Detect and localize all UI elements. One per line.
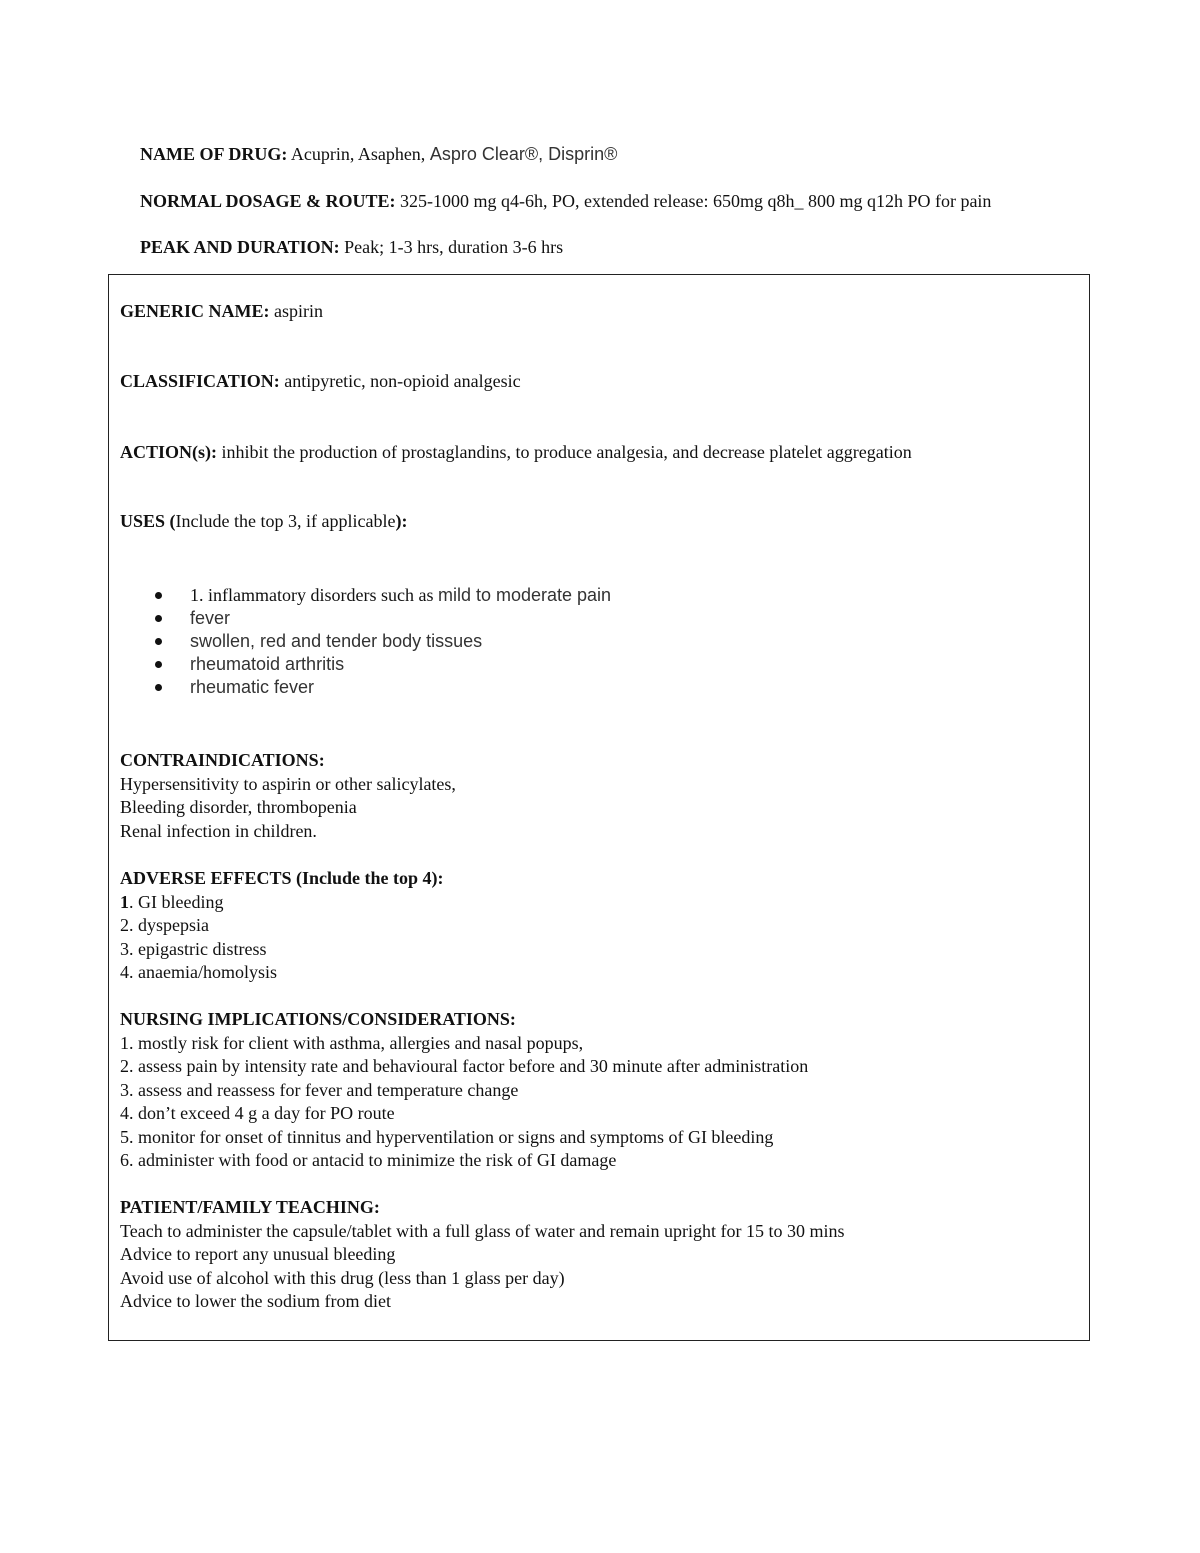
- drug-name-brand-value: Aspro Clear®, Disprin®: [429, 144, 618, 164]
- peak-duration-label: PEAK AND DURATION:: [140, 237, 340, 257]
- uses-item-text-sans: mild to moderate pain: [437, 585, 612, 605]
- dosage-route-label: NORMAL DOSAGE & ROUTE:: [140, 191, 396, 211]
- generic-name-line: [120, 300, 323, 323]
- classification-line: [120, 370, 521, 393]
- adverse-effects-section: [120, 867, 444, 985]
- adverse-effect-line: 3. epigastric distress: [120, 938, 267, 959]
- bullet-icon: [155, 684, 162, 691]
- uses-item-text: rheumatic fever: [190, 677, 315, 697]
- teaching-line: Teach to administer the capsule/tablet with a full glass of water and remain upright for 15 to 30 mins: [120, 1220, 845, 1241]
- peak-duration-value: Peak; 1-3 hrs, duration 3-6 hrs: [339, 237, 564, 257]
- list-item: [152, 607, 611, 630]
- teaching-line: Advice to lower the sodium from diet: [120, 1291, 391, 1311]
- nursing-label: NURSING IMPLICATIONS/CONSIDERATIONS:: [120, 1009, 516, 1029]
- adverse-effect-line: 2. dyspepsia: [120, 915, 209, 935]
- bullet-icon: [155, 638, 162, 645]
- teaching-line: Avoid use of alcohol with this drug (less than 1 glass per day): [120, 1267, 565, 1288]
- uses-list: [152, 584, 611, 699]
- nursing-line: 5. monitor for onset of tinnitus and hyperventilation or signs and symptoms of GI bleeding: [120, 1126, 774, 1147]
- contraindications-section: [120, 749, 456, 843]
- adverse-effects-label: ADVERSE EFFECTS (Include the top 4):: [120, 868, 444, 888]
- action-value: inhibit the production of prostaglandins, to produce analgesia, and decrease platelet aggregation: [217, 442, 912, 462]
- adverse-effect-line: 4. anaemia/homolysis: [120, 962, 277, 982]
- dosage-route-value: 325-1000 mg q4-6h, PO, extended release: 650mg q8h_ 800 mg q12h PO for pain: [395, 191, 992, 211]
- action-line: [120, 441, 912, 464]
- classification-label: CLASSIFICATION:: [120, 371, 280, 391]
- list-item: [152, 630, 611, 653]
- nursing-section: [120, 1008, 808, 1173]
- nursing-line: 1. mostly risk for client with asthma, allergies and nasal popups,: [120, 1032, 584, 1053]
- drug-name-line: [140, 143, 617, 166]
- uses-label-start: USES (: [120, 511, 176, 531]
- uses-label-note: Include the top 3, if applicable: [175, 511, 396, 531]
- teaching-label: PATIENT/FAMILY TEACHING:: [120, 1197, 380, 1217]
- teaching-section: [120, 1196, 845, 1314]
- generic-name-label: GENERIC NAME:: [120, 301, 270, 321]
- uses-item-text: swollen, red and tender body tissues: [190, 631, 483, 651]
- uses-item-text: 1. inflammatory disorders such as: [190, 585, 438, 605]
- dosage-route-line: [140, 190, 991, 213]
- action-label: ACTION(s):: [120, 442, 217, 462]
- adverse-effect-text: . GI bleeding: [129, 891, 224, 912]
- teaching-line: Advice to report any unusual bleeding: [120, 1244, 396, 1264]
- contraindications-label: CONTRAINDICATIONS:: [120, 750, 325, 770]
- generic-name-value: aspirin: [269, 301, 324, 321]
- nursing-line: 4. don’t exceed 4 g a day for PO route: [120, 1103, 395, 1123]
- uses-heading: [120, 510, 407, 533]
- uses-item-text: fever: [190, 608, 231, 628]
- peak-duration-line: [140, 236, 563, 259]
- list-item: [152, 676, 611, 699]
- uses-label-end: ):: [395, 511, 408, 531]
- contraindication-line: Hypersensitivity to aspirin or other salicylates,: [120, 773, 456, 794]
- nursing-line: 6. administer with food or antacid to minimize the risk of GI damage: [120, 1150, 617, 1170]
- drug-name-label: NAME OF DRUG:: [140, 144, 288, 164]
- adverse-effect-number: 1: [120, 891, 129, 912]
- list-item: [152, 584, 611, 607]
- classification-value: antipyretic, non-opioid analgesic: [279, 371, 521, 391]
- list-item: [152, 653, 611, 676]
- bullet-icon: [155, 661, 162, 668]
- bullet-icon: [155, 592, 162, 599]
- uses-item-text: rheumatoid arthritis: [190, 654, 345, 674]
- adverse-effect-line: [120, 891, 444, 915]
- contraindication-line: Bleeding disorder, thrombopenia: [120, 797, 357, 817]
- contraindication-line: Renal infection in children.: [120, 820, 317, 841]
- drug-name-value: Acuprin, Asaphen,: [287, 144, 430, 164]
- nursing-line: 2. assess pain by intensity rate and behavioural factor before and 30 minute after administration: [120, 1056, 809, 1076]
- bullet-icon: [155, 615, 162, 622]
- nursing-line: 3. assess and reassess for fever and temperature change: [120, 1079, 519, 1100]
